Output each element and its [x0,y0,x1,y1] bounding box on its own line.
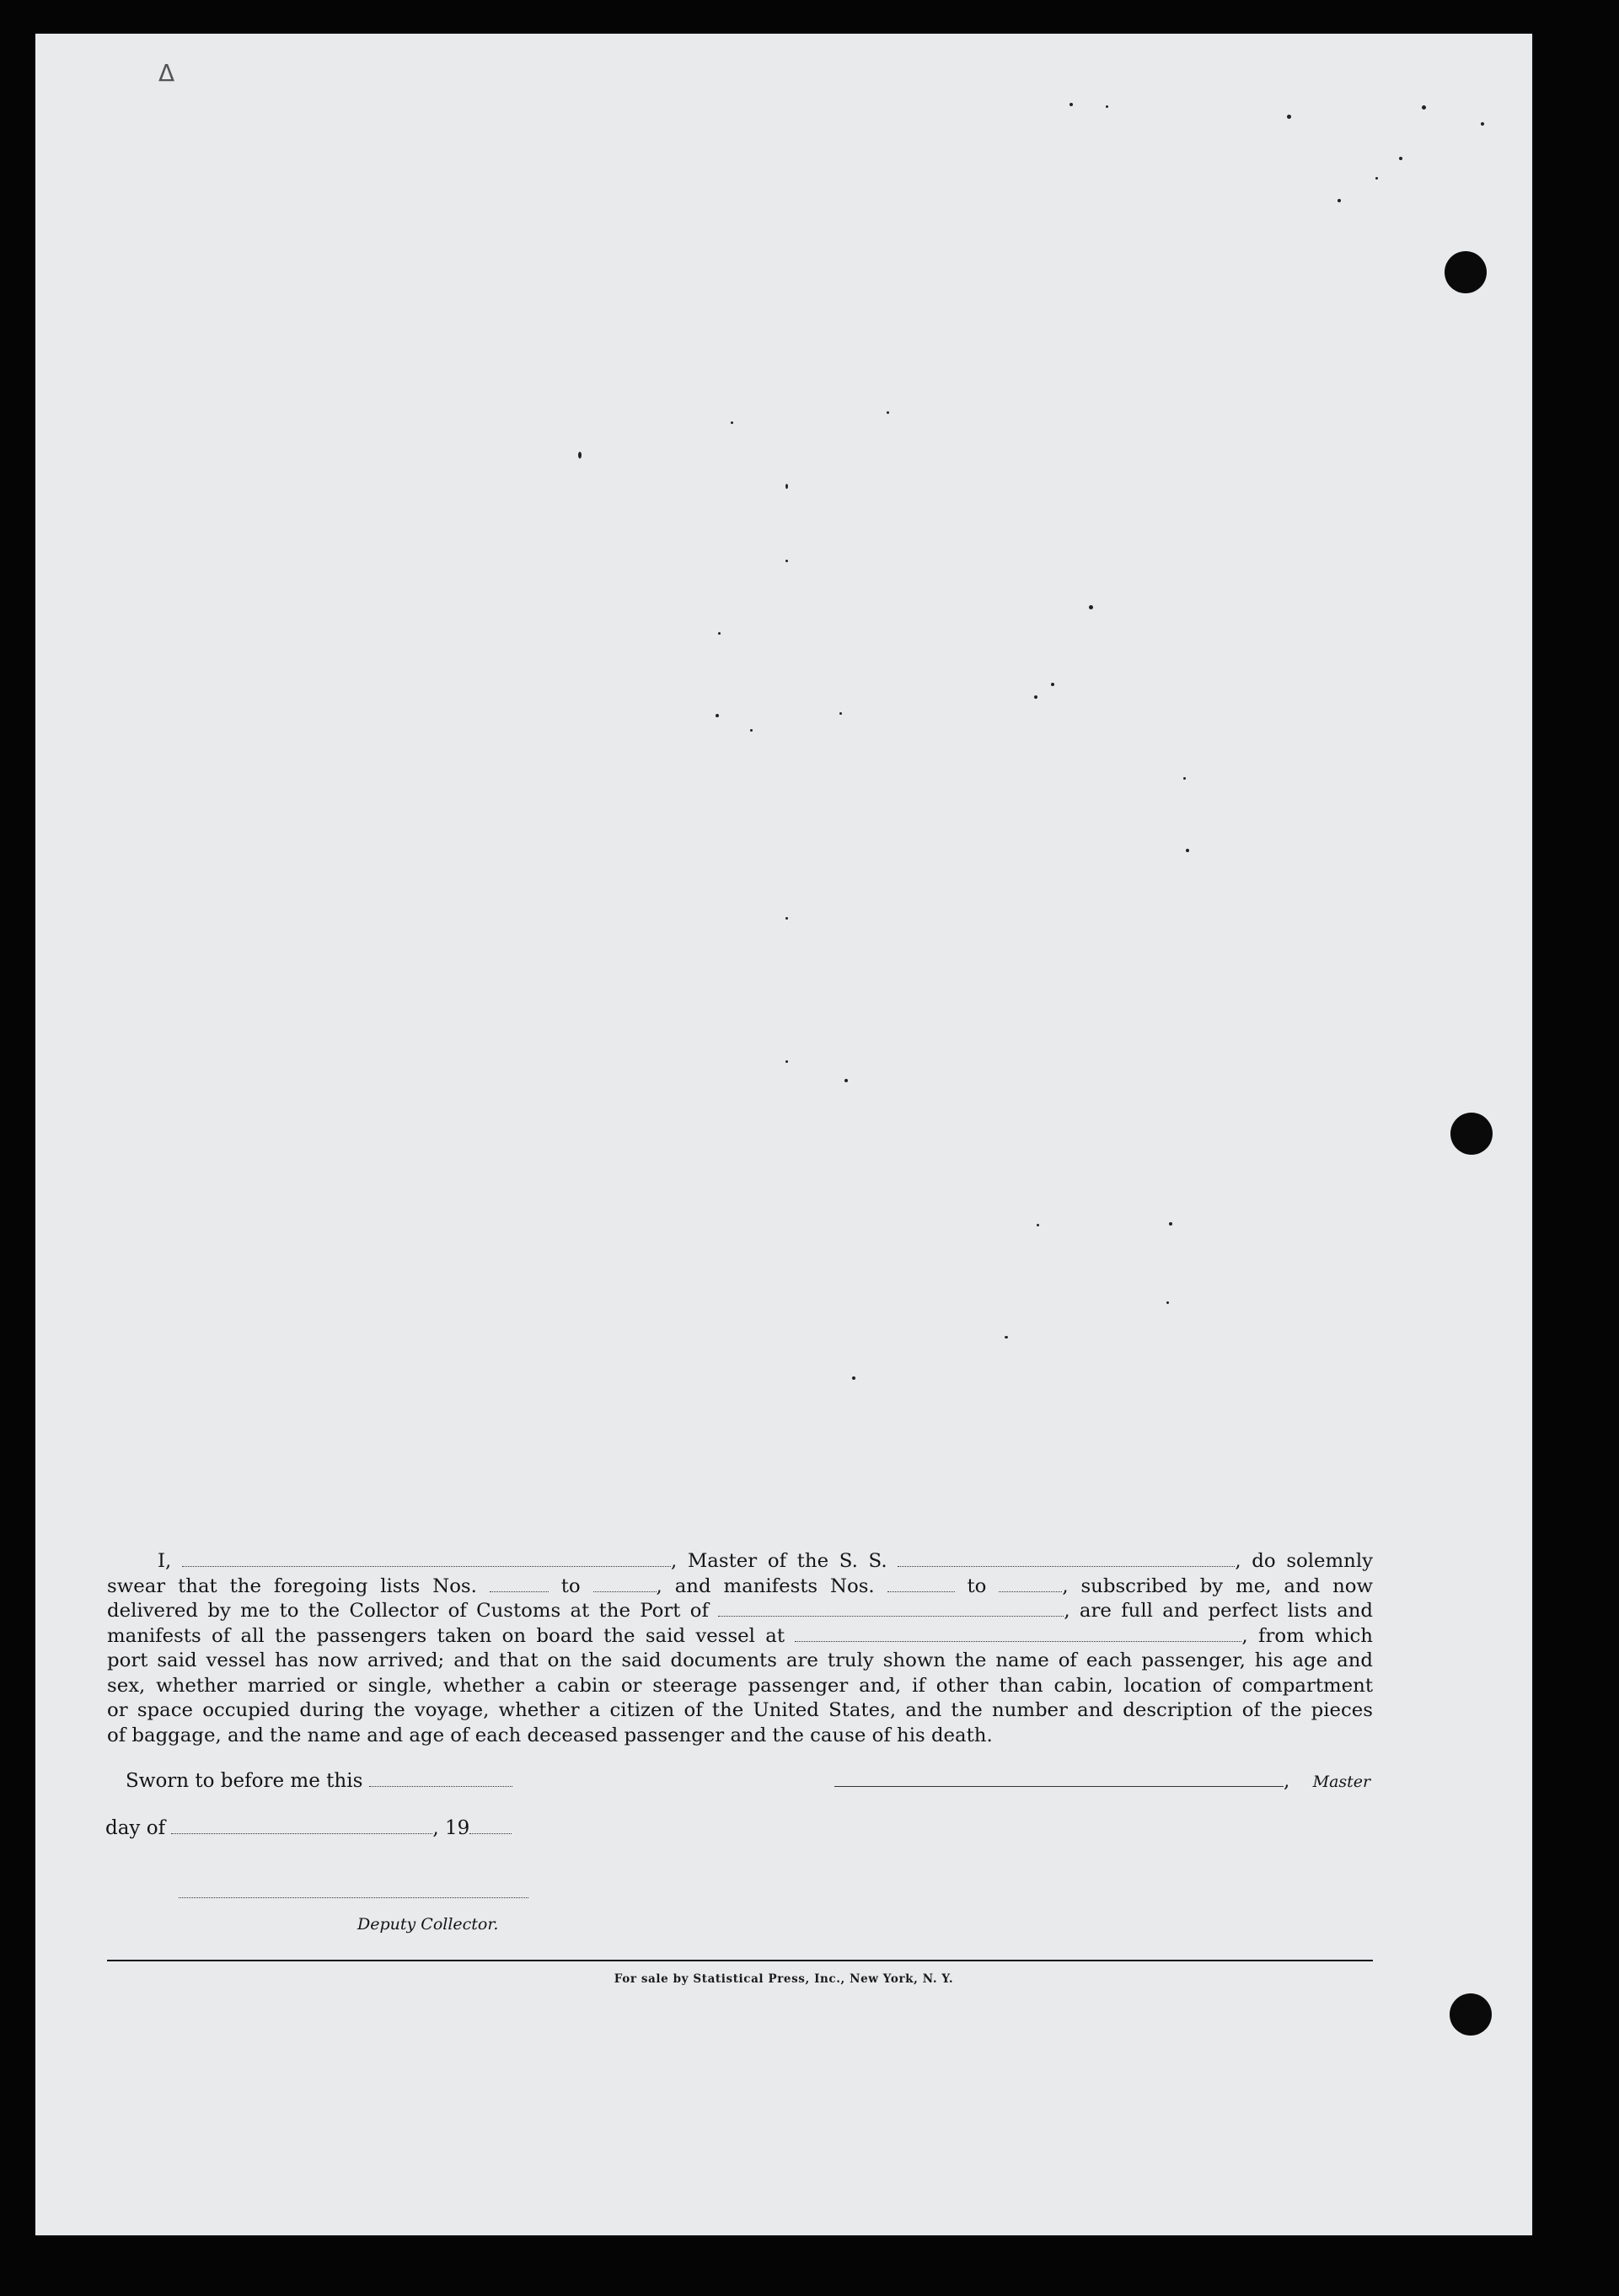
manifests-from-blank[interactable] [887,1576,955,1592]
punch-hole-top [1445,251,1487,293]
oath-line-8: of baggage, and the name and age of each deceased passenger and the cause of his death. [107,1724,993,1746]
oath-line-3 [107,1599,1373,1624]
deputy-signature-blank[interactable] [179,1882,528,1898]
oath-line-7: or space occupied during the voyage, whether a citizen of the United States, and the number and description of the pieces [107,1699,1373,1721]
departure-port-blank[interactable] [795,1626,1241,1642]
year-label: , 19 [432,1817,470,1839]
oath-text: , from which [1241,1624,1373,1647]
day-blank[interactable] [171,1818,432,1834]
deputy-signature-line [179,1881,528,1903]
day-line [105,1817,512,1839]
day-label: day of [105,1817,166,1839]
corner-mark: Δ [158,59,175,87]
sworn-line [126,1770,512,1792]
oath-text: manifests of all the passengers taken on board the said vessel at [107,1624,785,1647]
deputy-collector-label: Deputy Collector. [357,1915,499,1934]
oath-line-6: sex, whether married or single, whether a cabin or steerage passenger and, if other than cabin, location of compartment [107,1674,1373,1697]
punch-hole-bottom [1450,1993,1492,2036]
oath-text: delivered by me to the Collector of Customs at the Port of [107,1600,709,1622]
manifest-page [35,34,1532,2235]
master-label: Master [1312,1773,1371,1791]
printer-footer: For sale by Statistical Press, Inc., New York, N. Y. [614,1972,954,1986]
lists-from-blank[interactable] [490,1576,549,1592]
port-blank[interactable] [718,1601,1064,1617]
oath-text: to [560,1574,581,1597]
sworn-label: Sworn to before me this [126,1770,363,1792]
oath-line-4 [107,1624,1373,1650]
punch-hole-middle [1450,1113,1493,1155]
oath-text: , and manifests Nos. [656,1574,875,1597]
oath-text: , Master of the S. S. [670,1550,887,1572]
oath-text: , do solemnly [1235,1550,1374,1572]
master-signature-line [834,1770,1370,1792]
oath-text: to [967,1574,987,1597]
oath-text: I, [158,1550,172,1572]
oath-text: , are full and perfect lists and [1064,1600,1374,1622]
master-name-blank[interactable] [182,1551,671,1567]
footer-rule [107,1960,1373,1961]
lists-to-blank[interactable] [593,1576,657,1592]
oath-line-1 [107,1549,1373,1574]
oath-paragraph [107,1549,1373,1748]
sworn-date-blank[interactable] [369,1771,512,1787]
master-signature-blank[interactable] [834,1771,1284,1787]
oath-line-5: port said vessel has now arrived; and that on the said documents are truly shown the name of each passenger, his age and [107,1650,1373,1671]
oath-text: swear that the foregoing lists Nos. [107,1574,477,1597]
master-comma: , [1284,1770,1290,1792]
oath-text: , subscribed by me, and now [1062,1574,1374,1597]
manifests-to-blank[interactable] [999,1576,1062,1592]
year-blank[interactable] [469,1818,512,1834]
oath-line-2 [107,1574,1373,1600]
ship-name-blank[interactable] [898,1551,1235,1567]
